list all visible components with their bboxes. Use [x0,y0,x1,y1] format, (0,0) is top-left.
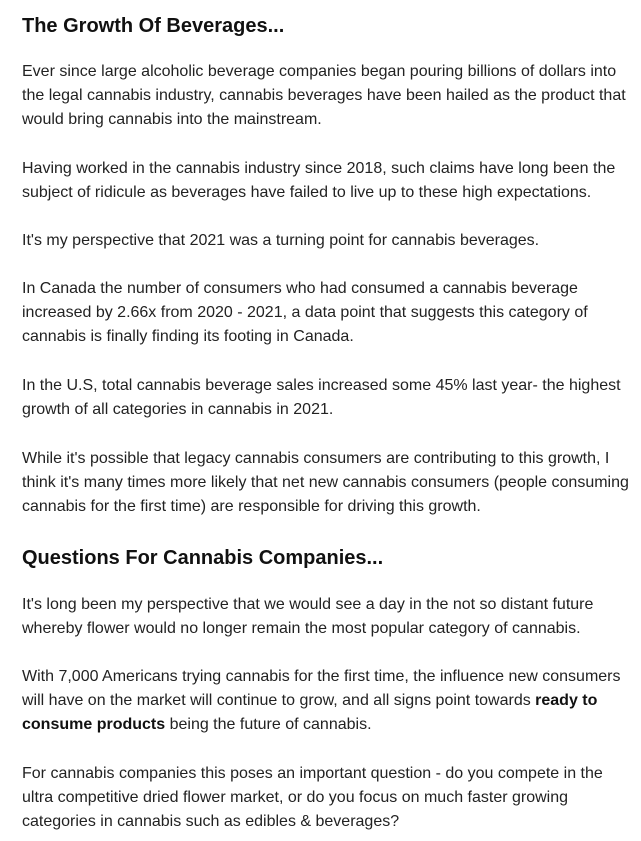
section-heading-growth-of-beverages: The Growth Of Beverages... [22,15,285,37]
paragraph-flower-popularity: It's long been my perspective that we would see a day in the not so distant future whereby flower would no longer remain the most popular category of cannabis. [22,596,594,637]
section-heading-questions: Questions For Cannabis Companies... [22,547,384,569]
paragraph-alcohol-companies: Ever since large alcoholic beverage companies began pouring billions of dollars into the legal cannabis industry, cannabis beverages have been hailed as the product that would bring cannabis into the mainstream. [22,63,626,128]
bold-phrase: ready to consume products [22,692,598,733]
paragraph-text-after: being the future of cannabis. [165,716,372,733]
paragraph-text-before: With 7,000 Americans trying cannabis for the first time, the influence new consumers will have on the market will continue to grow, and all signs point towards [22,668,621,709]
paragraph-turning-point: It's my perspective that 2021 was a turning point for cannabis beverages. [22,232,540,249]
paragraph-us-sales: In the U.S, total cannabis beverage sales increased some 45% last year- the highest growth of all categories in cannabis in 2021. [22,377,621,418]
paragraph-canada-growth: In Canada the number of consumers who had consumed a cannabis beverage increased by 2.66x from 2020 - 2021, a data point that suggests this category of cannabis is finally finding its footing in Canada. [22,280,588,345]
paragraph-industry-experience: Having worked in the cannabis industry since 2018, such claims have long been the subject of ridicule as beverages have failed to live up to these high expectations. [22,160,616,201]
paragraph-ready-to-consume [22,665,637,737]
paragraph-new-consumers: While it's possible that legacy cannabis consumers are contributing to this growth, I think it's many times more likely that net new cannabis consumers (people consuming cannabis for the first time) are responsible for driving this growth. [22,450,629,515]
paragraph-important-question: For cannabis companies this poses an important question - do you compete in the ultra competitive dried flower market, or do you focus on much faster growing categories in cannabis such as edibles & beverages? [22,765,603,830]
